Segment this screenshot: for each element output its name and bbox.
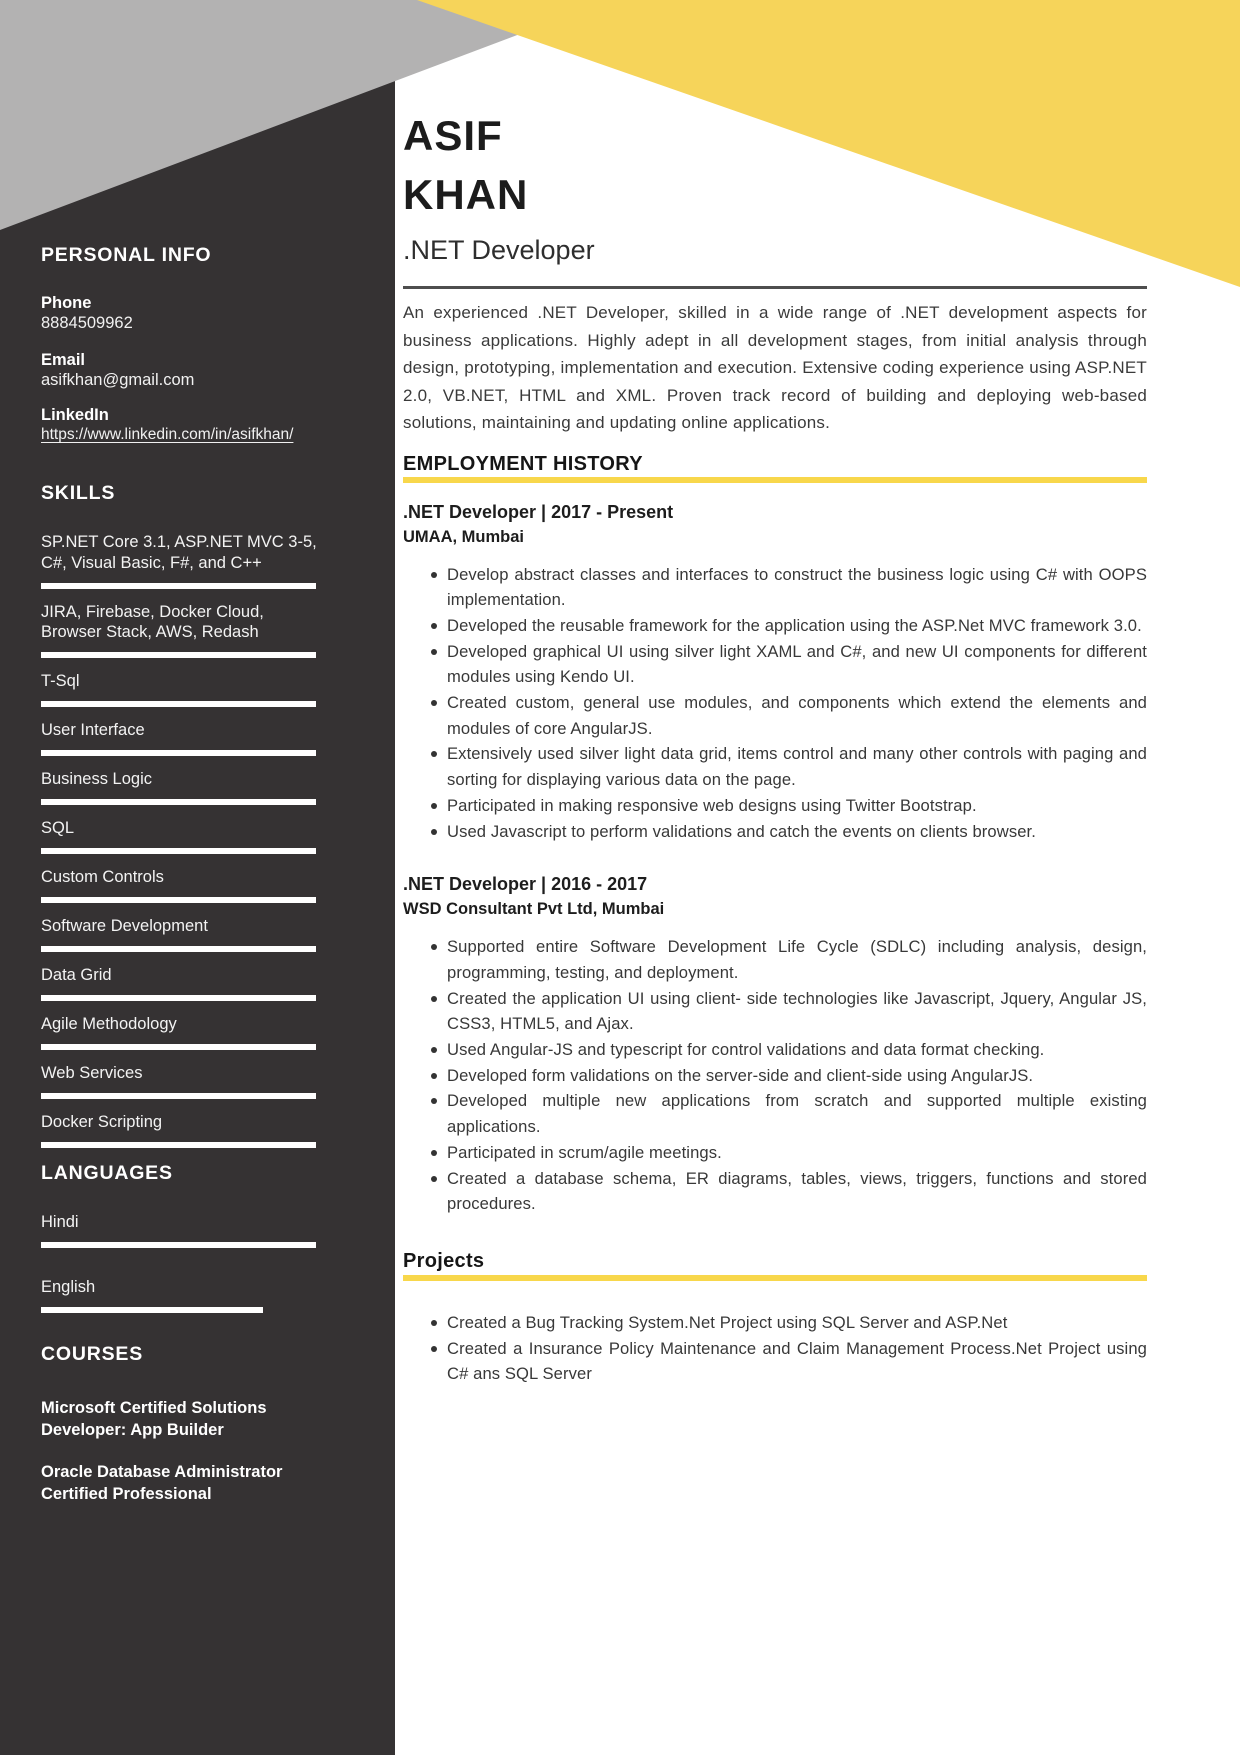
- projects-bullet-list: [403, 1310, 1147, 1387]
- skill-item: [41, 916, 317, 952]
- courses-list: [41, 1398, 317, 1505]
- job1-bullet-list: [403, 562, 1147, 845]
- skill-name: User Interface: [41, 721, 145, 739]
- skill-name: SQL: [41, 819, 75, 837]
- skill-level-bar: [41, 1307, 263, 1313]
- main-column: [403, 0, 1147, 1387]
- phone-group: [41, 293, 317, 333]
- skill-name: JIRA, Firebase, Docker Cloud, Browser Stack, AWS, Redash: [41, 602, 264, 641]
- languages-heading: LANGUAGES: [41, 1162, 173, 1184]
- skills-list: [41, 532, 317, 1148]
- bullet-item: Developed the reusable framework for the application using the ASP.Net MVC framework 3.0.: [403, 613, 1147, 639]
- bullet-item: Extensively used silver light data grid, items control and many other controls with paging and sorting for displaying various data on the page.: [403, 741, 1147, 792]
- skills-heading: SKILLS: [41, 482, 116, 504]
- skill-item: [41, 867, 317, 903]
- bullet-item: Participated in making responsive web designs using Twitter Bootstrap.: [403, 793, 1147, 819]
- course-item: Microsoft Certified Solutions Developer: App Builder: [41, 1399, 267, 1439]
- skill-name: Agile Methodology: [41, 1015, 177, 1033]
- skill-level-bar: [41, 1242, 316, 1248]
- email-label: Email: [41, 351, 86, 369]
- skill-level-bar: [41, 848, 316, 854]
- skill-item: [41, 1014, 317, 1050]
- skill-name: Data Grid: [41, 966, 112, 984]
- skill-item: [41, 818, 317, 854]
- skill-level-bar: [41, 701, 316, 707]
- bullet-item: Created custom, general use modules, and components which extend the elements and modules of core AngularJS.: [403, 690, 1147, 741]
- linkedin-group: [41, 405, 317, 445]
- email-value: asifkhan@gmail.com: [41, 371, 195, 389]
- employment-heading-underline: [403, 477, 1147, 483]
- bullet-item: Created a database schema, ER diagrams, tables, views, triggers, functions and stored procedures.: [403, 1166, 1147, 1217]
- bullet-item: Develop abstract classes and interfaces to construct the business logic using C# with OOPS implementation.: [403, 562, 1147, 613]
- bullet-item: Developed form validations on the server-side and client-side using AngularJS.: [403, 1063, 1147, 1089]
- skill-name: Docker Scripting: [41, 1113, 163, 1131]
- skill-level-bar: [41, 652, 316, 658]
- skill-name: Business Logic: [41, 770, 152, 788]
- sidebar: [41, 0, 317, 1505]
- skill-level-bar: [41, 897, 316, 903]
- bullet-item: Developed graphical UI using silver light XAML and C#, and new UI components for different modules using Kendo UI.: [403, 639, 1147, 690]
- skill-level-bar: [41, 799, 316, 805]
- skill-item: [41, 532, 317, 589]
- profile-summary: An experienced .NET Developer, skilled in a wide range of .NET development aspects for business applications. Highly adept in all development stages, from initial analysis through design, prototyping, implementation and execution. Extensive coding experience using ASP.NET 2.0, VB.NET, HTML and XML. Proven track record of building and deploying web-based solutions, maintaining and updating online applications.: [403, 303, 1147, 432]
- job2-title: .NET Developer | 2016 - 2017: [403, 874, 648, 895]
- projects-heading: Projects: [403, 1249, 485, 1272]
- skill-level-bar: [41, 1142, 316, 1148]
- last-name: KHAN: [403, 171, 529, 218]
- skill-name: Web Services: [41, 1064, 143, 1082]
- bullet-item: Participated in scrum/agile meetings.: [403, 1140, 1147, 1166]
- job2-company: WSD Consultant Pvt Ltd, Mumbai: [403, 900, 665, 919]
- skill-level-bar: [41, 750, 316, 756]
- job2-bullet-list: [403, 934, 1147, 1217]
- skill-item: [41, 1112, 317, 1148]
- bullet-item: Supported entire Software Development Life Cycle (SDLC) including analysis, design, programming, testing, and deployment.: [403, 934, 1147, 985]
- skill-level-bar: [41, 1093, 316, 1099]
- phone-value: 8884509962: [41, 314, 133, 332]
- projects-heading-underline: [403, 1275, 1147, 1281]
- skill-item: [41, 602, 317, 659]
- email-group: [41, 350, 317, 390]
- job1-title: .NET Developer | 2017 - Present: [403, 501, 674, 522]
- bullet-item: Used Javascript to perform validations and catch the events on clients browser.: [403, 819, 1147, 845]
- skill-name: SP.NET Core 3.1, ASP.NET MVC 3-5, C#, Visual Basic, F#, and C++: [41, 533, 317, 572]
- personal-info-heading: PERSONAL INFO: [41, 244, 212, 266]
- skill-level-bar: [41, 583, 316, 589]
- skill-level-bar: [41, 995, 316, 1001]
- phone-label: Phone: [41, 294, 92, 312]
- skill-name: Software Development: [41, 917, 208, 935]
- skill-level-bar: [41, 1044, 316, 1050]
- skill-level-bar: [41, 946, 316, 952]
- languages-list: [41, 1212, 317, 1313]
- linkedin-url-link[interactable]: https://www.linkedin.com/in/asifkhan/: [41, 426, 294, 443]
- person-name: [403, 106, 1147, 224]
- skill-name: English: [41, 1278, 96, 1296]
- skill-item: [41, 1063, 317, 1099]
- skill-item: [41, 769, 317, 805]
- skill-item: [41, 1212, 317, 1248]
- first-name: ASIF: [403, 112, 503, 159]
- skill-name: T-Sql: [41, 672, 80, 690]
- job1-company: UMAA, Mumbai: [403, 527, 524, 546]
- skill-name: Hindi: [41, 1213, 79, 1231]
- bullet-item: Developed multiple new applications from scratch and supported multiple existing applications.: [403, 1088, 1147, 1139]
- bullet-item: Used Angular-JS and typescript for control validations and data format checking.: [403, 1037, 1147, 1063]
- employment-history-heading: EMPLOYMENT HISTORY: [403, 452, 643, 475]
- bullet-item: Created the application UI using client- side technologies like Javascript, Jquery, Angular JS, CSS3, HTML5, and Ajax.: [403, 986, 1147, 1037]
- bullet-item: Created a Bug Tracking System.Net Project using SQL Server and ASP.Net: [403, 1310, 1147, 1336]
- job-role-subtitle: .NET Developer: [403, 235, 595, 265]
- bullet-item: Created a Insurance Policy Maintenance and Claim Management Process.Net Project using C# ans SQL Server: [403, 1336, 1147, 1387]
- header-divider: [403, 286, 1147, 289]
- course-item: Oracle Database Administrator Certified Professional: [41, 1463, 283, 1503]
- skill-item: [41, 1277, 317, 1313]
- skill-item: [41, 965, 317, 1001]
- linkedin-label: LinkedIn: [41, 406, 109, 424]
- skill-item: [41, 671, 317, 707]
- skill-item: [41, 720, 317, 756]
- skill-name: Custom Controls: [41, 868, 164, 886]
- courses-heading: COURSES: [41, 1343, 144, 1365]
